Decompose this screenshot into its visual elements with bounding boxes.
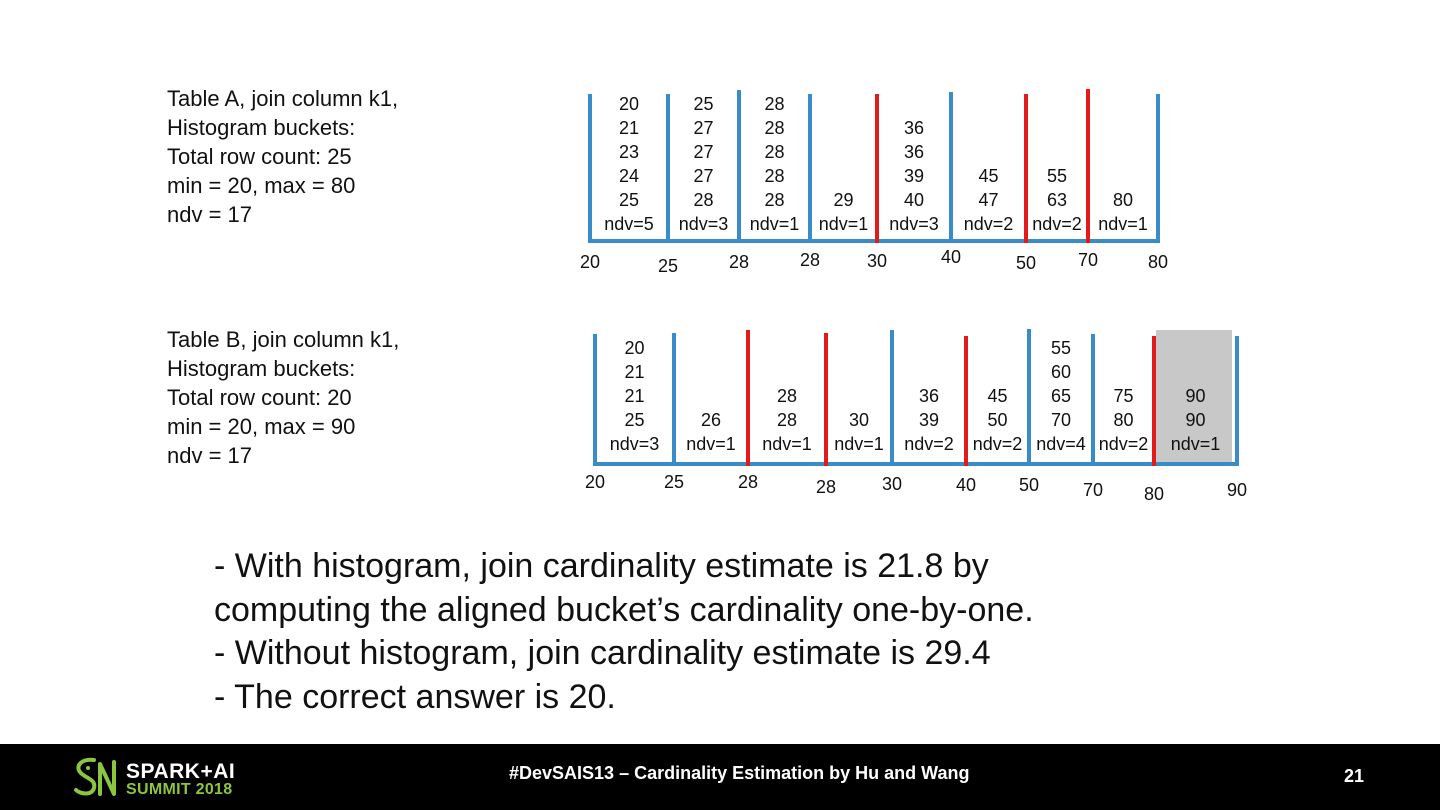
- bucket-value: 30: [848, 410, 870, 430]
- bucket-value: 29: [833, 190, 854, 210]
- table-a-line: ndv = 17: [167, 202, 253, 227]
- bullet-line: - Without histogram, join cardinality estimate is 29.4: [214, 634, 991, 672]
- bucket-value: 80: [1113, 410, 1134, 430]
- logo-line-1: SPARK+AI: [126, 760, 236, 783]
- bucket-value: 28: [764, 142, 785, 162]
- bucket-value: 24: [618, 166, 640, 186]
- footer-bar: [0, 744, 1440, 810]
- table-a-line: Table A, join column k1,: [167, 86, 399, 111]
- bucket-value: 28: [764, 118, 785, 138]
- boundary-label: 30: [866, 251, 888, 271]
- bucket-ndv: ndv=4: [1036, 434, 1086, 454]
- bucket-value: 28: [764, 166, 785, 186]
- bucket-ndv: ndv=2: [1098, 434, 1149, 454]
- bucket-ndv: ndv=2: [1032, 214, 1082, 234]
- boundary-label: 80: [1143, 484, 1165, 504]
- bucket-value: 90: [1185, 410, 1206, 430]
- logo-line-2: SUMMIT 2018: [126, 781, 233, 798]
- bullet-line: computing the aligned bucket’s cardinality one-by-one.: [214, 590, 1034, 629]
- bucket-value: 26: [700, 410, 722, 430]
- bucket-ndv: ndv=1: [686, 434, 736, 454]
- boundary-label: 30: [881, 474, 903, 494]
- bucket-ndv: ndv=1: [1170, 434, 1221, 454]
- bucket-value: 39: [903, 166, 925, 186]
- table-b-line: min = 20, max = 90: [167, 414, 356, 439]
- bucket-value: 25: [693, 94, 714, 114]
- bucket-ndv: ndv=1: [749, 214, 800, 234]
- bucket-ndv: ndv=2: [972, 434, 1023, 454]
- boundary-label: 20: [579, 252, 601, 272]
- bucket-value: 47: [978, 190, 999, 210]
- bucket-value: 27: [693, 166, 714, 186]
- bucket-value: 28: [776, 386, 798, 406]
- boundary-label: 50: [1015, 253, 1037, 273]
- bucket-value: 27: [693, 118, 714, 138]
- bucket-value: 45: [978, 166, 999, 186]
- bucket-value: 55: [1046, 166, 1068, 186]
- bucket-value: 27: [693, 142, 714, 162]
- bucket-ndv: ndv=3: [609, 434, 660, 454]
- bucket-value: 65: [1050, 386, 1072, 406]
- boundary-label: 90: [1226, 480, 1248, 500]
- bucket-ndv: ndv=1: [818, 214, 869, 234]
- page-number: 21: [1344, 766, 1365, 786]
- summary-bullets: [214, 545, 1034, 719]
- boundary-label: 80: [1147, 252, 1169, 272]
- bucket-value: 36: [903, 118, 925, 138]
- boundary-label: 70: [1077, 250, 1099, 270]
- bucket-ndv: ndv=5: [604, 214, 654, 234]
- spark-ai-summit-logo: [70, 754, 260, 800]
- table-b-line: Table B, join column k1,: [167, 327, 400, 352]
- bucket-value: 80: [1112, 190, 1134, 210]
- bucket-value: 36: [903, 142, 925, 162]
- bucket-value: 21: [624, 362, 645, 382]
- boundary-label: 40: [955, 475, 977, 495]
- bucket-value: 40: [903, 190, 925, 210]
- bucket-value: 36: [918, 386, 940, 406]
- bucket-value: 55: [1050, 338, 1072, 358]
- table-a-line: Total row count: 25: [167, 144, 352, 169]
- bucket-ndv: ndv=3: [678, 214, 729, 234]
- boundary-label: 40: [940, 247, 962, 267]
- boundary-label: 50: [1018, 475, 1040, 495]
- boundary-label: 28: [728, 252, 750, 272]
- boundary-label: 70: [1082, 480, 1104, 500]
- bucket-value: 39: [918, 410, 940, 430]
- bucket-value: 60: [1050, 362, 1072, 382]
- boundary-label: 25: [663, 472, 685, 492]
- bucket-value: 50: [987, 410, 1008, 430]
- bullet-line: - The correct answer is 20.: [214, 677, 616, 716]
- boundary-label: 20: [584, 472, 606, 492]
- bucket-value: 28: [776, 410, 798, 430]
- bucket-ndv: ndv=1: [1098, 214, 1148, 234]
- table-b-line: Histogram buckets:: [167, 356, 356, 381]
- bucket-value: 25: [618, 190, 640, 210]
- bucket-value: 21: [618, 118, 640, 138]
- boundary-label: 28: [737, 472, 759, 492]
- bucket-value: 75: [1113, 386, 1134, 406]
- bucket-ndv: ndv=3: [889, 214, 939, 234]
- bucket-ndv: ndv=2: [963, 214, 1014, 234]
- spark-logo-icon: [70, 754, 120, 800]
- table-b-line: Total row count: 20: [167, 385, 352, 410]
- table-a-line: min = 20, max = 80: [167, 173, 356, 198]
- table-a-line: Histogram buckets:: [167, 115, 356, 140]
- bucket-value: 70: [1050, 410, 1072, 430]
- bucket-value: 20: [618, 94, 640, 114]
- bucket-value: 90: [1185, 386, 1206, 406]
- bucket-value: 25: [624, 410, 645, 430]
- boundary-label: 28: [815, 477, 837, 497]
- bucket-value: 28: [693, 190, 714, 210]
- bucket-ndv: ndv=1: [762, 434, 812, 454]
- bucket-value: 23: [618, 142, 640, 162]
- footer-title: #DevSAIS13 – Cardinality Estimation by Hu and Wang: [509, 763, 970, 783]
- boundary-label: 28: [799, 250, 821, 270]
- bucket-value: 20: [624, 338, 645, 358]
- bucket-value: 28: [764, 94, 785, 114]
- bucket-value: 63: [1046, 190, 1068, 210]
- bucket-value: 21: [624, 386, 645, 406]
- bucket-value: 28: [764, 190, 785, 210]
- bucket-value: 45: [987, 386, 1008, 406]
- bucket-ndv: ndv=2: [904, 434, 954, 454]
- boundary-label: 25: [657, 256, 679, 276]
- table-b-line: ndv = 17: [167, 443, 253, 468]
- bullet-line: - With histogram, join cardinality estimate is 21.8 by: [214, 547, 989, 585]
- bucket-ndv: ndv=1: [834, 434, 884, 454]
